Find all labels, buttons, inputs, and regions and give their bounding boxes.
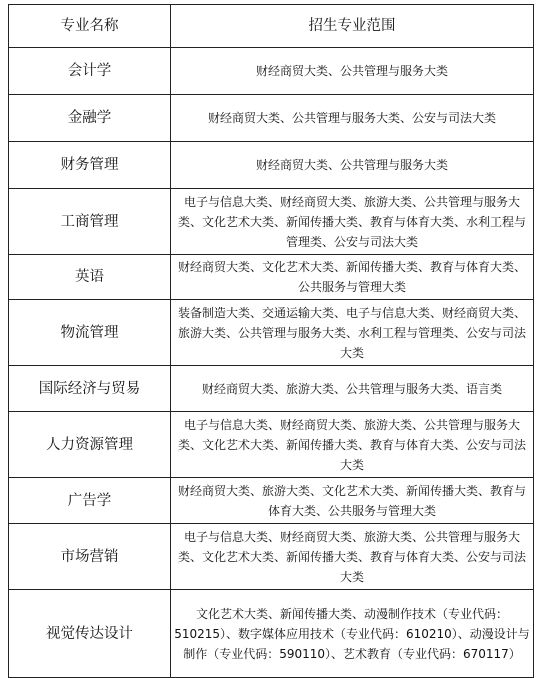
table-row [9,255,534,300]
major-name: 英语 [9,255,171,300]
header-row [9,5,534,48]
major-name: 工商管理 [9,189,171,255]
enrollment-range: 财经商贸大类、公共管理与服务大类 [171,142,534,189]
header-enrollment-range: 招生专业范围 [171,5,534,48]
major-name: 财务管理 [9,142,171,189]
major-name: 市场营销 [9,524,171,590]
enrollment-range: 电子与信息大类、财经商贸大类、旅游大类、公共管理与服务大类、文化艺术大类、新闻传播大类、教育与体育大类、水利工程与管理类、公安与司法大类 [171,189,534,255]
enrollment-range: 财经商贸大类、公共管理与服务大类、公安与司法大类 [171,95,534,142]
header-major-name: 专业名称 [9,5,171,48]
major-name: 物流管理 [9,300,171,366]
major-name: 广告学 [9,478,171,524]
table-row [9,189,534,255]
table-row [9,95,534,142]
table-row [9,478,534,524]
enrollment-range: 装备制造大类、交通运输大类、电子与信息大类、财经商贸大类、旅游大类、公共管理与服务大类、水利工程与管理类、公安与司法大类 [171,300,534,366]
enrollment-range: 电子与信息大类、财经商贸大类、旅游大类、公共管理与服务大类、文化艺术大类、新闻传播大类、教育与体育大类、公安与司法大类 [171,412,534,478]
table-row [9,142,534,189]
enrollment-range: 财经商贸大类、文化艺术大类、新闻传播大类、教育与体育大类、公共服务与管理大类 [171,255,534,300]
major-name: 视觉传达设计 [9,590,171,678]
table-row [9,300,534,366]
major-name: 国际经济与贸易 [9,366,171,412]
major-name: 金融学 [9,95,171,142]
enrollment-range: 财经商贸大类、公共管理与服务大类 [171,48,534,95]
enrollment-range: 财经商贸大类、旅游大类、公共管理与服务大类、语言类 [171,366,534,412]
enrollment-range: 财经商贸大类、旅游大类、文化艺术大类、新闻传播大类、教育与体育大类、公共服务与管理大类 [171,478,534,524]
majors-table [8,4,534,678]
table-row [9,590,534,678]
table-row [9,412,534,478]
table-row [9,524,534,590]
enrollment-range: 文化艺术大类、新闻传播大类、动漫制作技术（专业代码：510215）、数字媒体应用技术（专业代码：610210）、动漫设计与制作（专业代码：590110）、艺术教育（专业代码：670117） [171,590,534,678]
table-row [9,48,534,95]
major-name: 会计学 [9,48,171,95]
major-name: 人力资源管理 [9,412,171,478]
enrollment-range: 电子与信息大类、财经商贸大类、旅游大类、公共管理与服务大类、文化艺术大类、新闻传播大类、教育与体育大类、公安与司法大类 [171,524,534,590]
table-row [9,366,534,412]
